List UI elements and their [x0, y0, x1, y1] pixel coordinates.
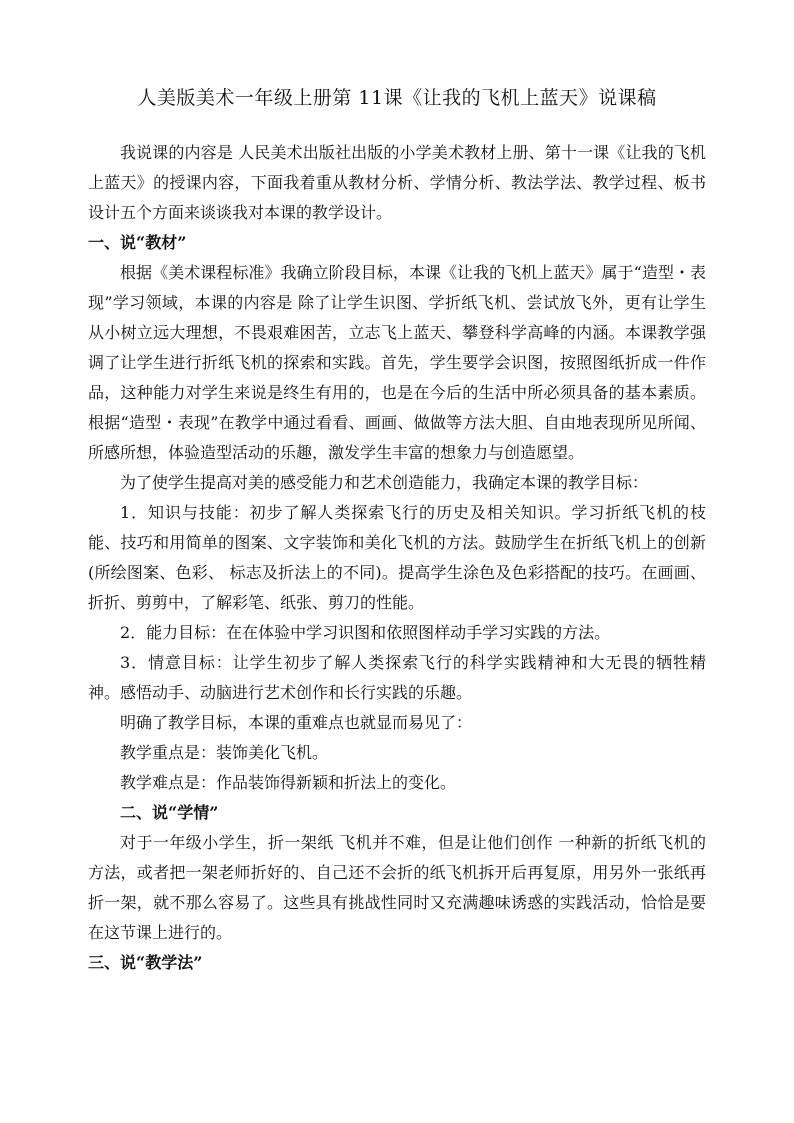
key-difficult-intro: 明确了教学目标，本课的重难点也就显而易见了： — [120, 713, 473, 732]
section-heading-methods: 三、说“教学法” — [88, 953, 203, 972]
goal-ability: 2．能力目标：在在体验中学习识图和依照图样动手学习实践的方法。 — [120, 623, 611, 642]
document-title: 人美版美术一年级上册第 11课《让我的飞机上蓝天》说课稿 — [137, 87, 657, 109]
section-heading-textbook: 一、说“教材” — [88, 233, 187, 252]
section-heading-learners: 二、说“学情” — [120, 803, 219, 822]
learner-analysis-paragraph: 对于一年级小学生，折一架纸 飞机并不难，但是让他们创作 一种新的折纸飞机的方法，或者把一架老师折好的、自己还不会折的纸飞机拆开后再复原，用另外一张纸再折一架，就不那么容易了。这些具有挑战性同时又充满趣味诱惑的实践活动，恰恰是要在这节课上进行的。 — [88, 833, 706, 942]
textbook-analysis-paragraph: 根据《美术课程标准》我确立阶段目标，本课《让我的飞机上蓝天》属于“造型・表现”学习领域，本课的内容是 除了让学生识图、学折纸飞机、尝试放飞外，更有让学生从小树立远大理想，不畏艰难困苦，立志飞上蓝天、攀登科学高峰的内涵。本课教学强调了让学生进行折纸飞机的探索和实践。首先，学生要学会识图，按照图纸折成一件作品，这种能力对学生来说是终生有用的，也是在今后的生活中所必须具备的基本素质。根据“造型・表现”在教学中通过看看、画画、做做等方法大胆、自由地表现所见所闻、所感所想，体验造型活动的乐趣，激发学生丰富的想象力与创造愿望。 — [88, 263, 706, 462]
goal-emotion: 3．情意目标：让学生初步了解人类探索飞行的科学实践精神和大无畏的牺牲精神。感悟动手、动脑进行艺术创作和长行实践的乐趣。 — [88, 653, 706, 702]
key-point: 教学重点是：装饰美化飞机。 — [120, 743, 329, 762]
goal-knowledge-skills: 1．知识与技能：初步了解人类探索飞行的历史及相关知识。学习折纸飞机的枝能、技巧和用简单的图案、文字装饰和美化飞机的方法。鼓励学生在折纸飞机上的创新(所绘图案、色彩、 标志及折法上的不同)。提高学生涂色及色彩搭配的技巧。在画画、折折、剪剪中，了解彩笔、纸张、剪刀的性能。 — [88, 503, 706, 612]
teaching-goals-intro: 为了使学生提高对美的感受能力和艺术创造能力，我确定本课的教学目标： — [120, 473, 649, 492]
difficult-point: 教学难点是：作品装饰得新颖和折法上的变化。 — [120, 773, 457, 792]
intro-paragraph: 我说课的内容是 人民美术出版社出版的小学美术教材上册、第十一课《让我的飞机上蓝天》的授课内容，下面我着重从教材分析、学情分析、教法学法、教学过程、板书设计五个方面来谈谈我对本课的教学设计。 — [88, 143, 706, 222]
